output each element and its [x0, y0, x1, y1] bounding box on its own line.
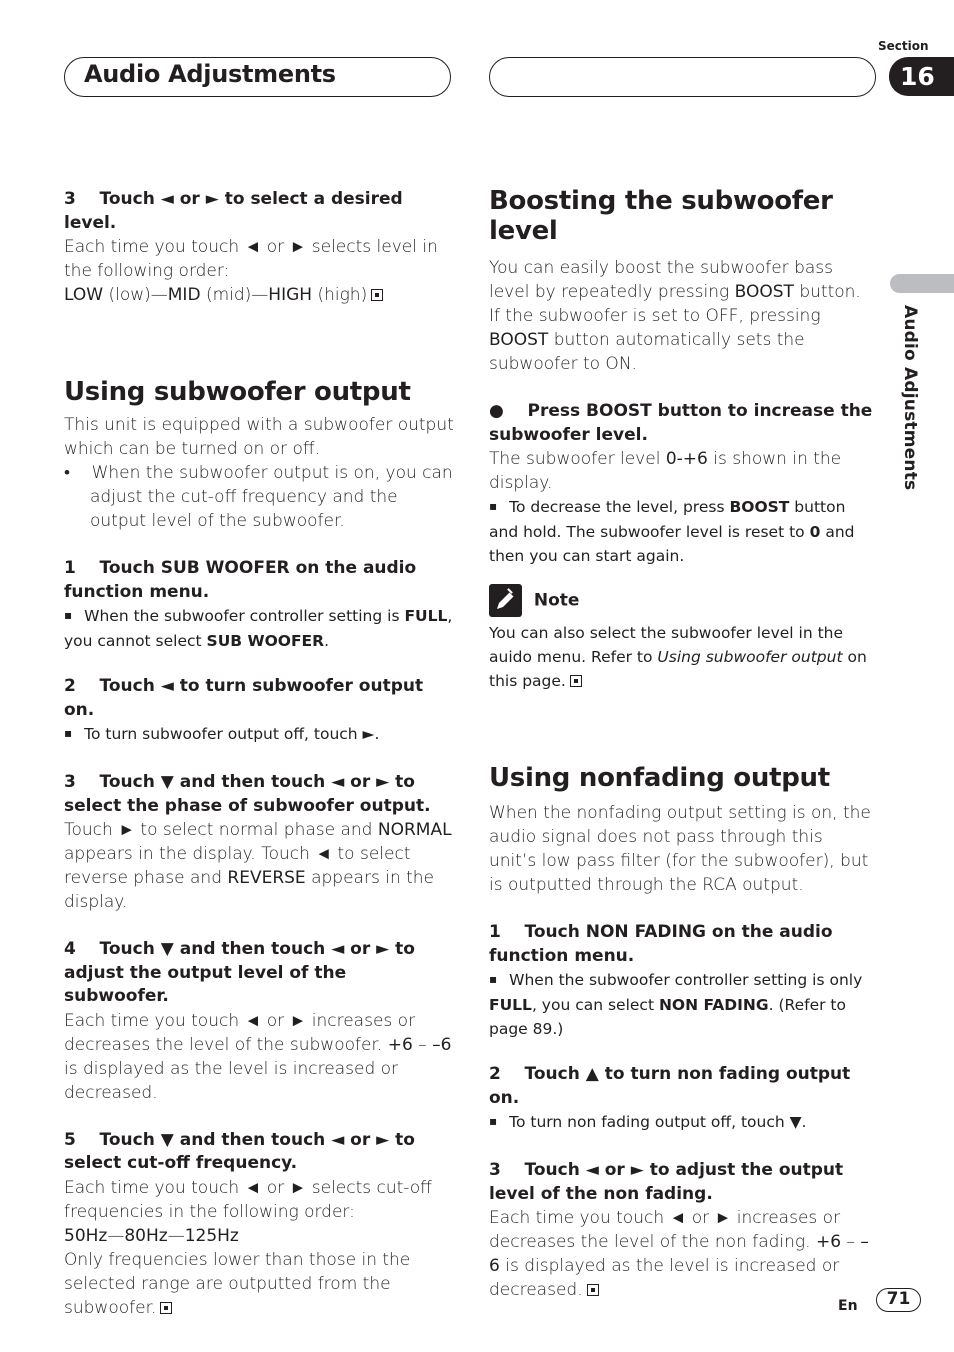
body-text: Each time you touch ◄ or ► selects level in the following order:: [64, 237, 438, 281]
note-item: ▪ When the subwoofer controller setting is only FULL, you can select NON FADING. (Refer to page 89.): [489, 968, 874, 1041]
body-text: Each time you touch ◄ or ► increases or decreases the level of the non fading. +6 – –6 is displayed as the level is increased or decreased.: [489, 1208, 869, 1300]
body-text: The subwoofer level 0-+6 is shown in the display.: [489, 449, 842, 493]
note-header: Note: [489, 584, 874, 617]
step-heading: 3 Touch ▼ and then touch ◄ or ► to select the phase of subwoofer output.: [64, 772, 431, 816]
note-text: You can also select the subwoofer level in the auido menu. Refer to Using subwoofer output on this page.: [489, 624, 867, 690]
step-heading: 3 Touch ◄ or ► to adjust the output level of the non fading.: [489, 1160, 844, 1204]
frequency-order: 50Hz—80Hz—125Hz: [64, 1225, 239, 1246]
bullet-circle-icon: ●: [489, 401, 528, 421]
side-tab-label: Audio Adjustments: [900, 305, 920, 491]
language-label: En: [838, 1298, 858, 1314]
step-heading: 5 Touch ▼ and then touch ◄ or ► to select cut-off frequency.: [64, 1129, 415, 1173]
step-heading: 3 Touch ◄ or ► to select a desired level.: [64, 189, 403, 233]
end-mark-icon: [371, 289, 383, 301]
level-order: LOW (low)—MID (mid)—HIGH (high): [64, 283, 454, 307]
bullet-dot-icon: •: [64, 463, 92, 483]
bullet-item: • When the subwoofer output is on, you can adjust the cut-off frequency and the output level of the subwoofer.: [64, 463, 453, 531]
section-label: Section: [878, 39, 929, 53]
end-mark-icon: [160, 1302, 172, 1314]
subwoofer-heading: Using subwoofer output: [64, 377, 411, 407]
left-column: [64, 188, 454, 1320]
note-item: ▪ To decrease the level, press BOOST button and hold. The subwoofer level is reset to 0 and then you can start again.: [489, 495, 874, 568]
end-mark-icon: [587, 1284, 599, 1296]
note-pencil-icon: [489, 584, 522, 617]
body-text: Only frequencies lower than those in the selected range are outputted from the subwoofer.: [64, 1249, 411, 1318]
body-text: This unit is equipped with a subwoofer output which can be turned on or off.: [64, 415, 454, 459]
step-heading: ● Press BOOST button to increase the subwoofer level.: [489, 401, 873, 445]
page-number: 71: [876, 1288, 921, 1312]
step-heading: 1 Touch SUB WOOFER on the audio function menu.: [64, 558, 417, 602]
step-heading: 1 Touch NON FADING on the audio function menu.: [489, 922, 833, 966]
right-column: [489, 186, 874, 1302]
step-heading: 2 Touch ▲ to turn non fading output on.: [489, 1064, 851, 1108]
end-mark-icon: [570, 675, 582, 687]
body-text: Each time you touch ◄ or ► increases or decreases the level of the subwoofer. +6 – –6 is displayed as the level is increased or decreased.: [64, 1010, 452, 1103]
header-blank-frame: [489, 57, 876, 97]
step-heading: 4 Touch ▼ and then touch ◄ or ► to adjust the output level of the subwoofer.: [64, 939, 415, 1006]
section-title: Audio Adjustments: [84, 60, 336, 88]
note-item: ▪ To turn subwoofer output off, touch ►.: [64, 722, 454, 747]
boost-heading: Boosting the subwoofer level: [489, 186, 833, 246]
body-text: When the nonfading output setting is on, the audio signal does not pass through this unit’s low pass filter (for the subwoofer), but is outputted through the RCA output.: [489, 803, 871, 895]
body-text: Each time you touch ◄ or ► selects cut-off frequencies in the following order:: [64, 1177, 432, 1222]
body-text: You can easily boost the subwoofer bass level by repeatedly pressing BOOST button. If the subwoofer is set to OFF, pressing BOOST button automatically sets the subwoofer to ON.: [489, 258, 861, 374]
section-number: 16: [889, 57, 954, 96]
side-tab-marker: [890, 274, 954, 293]
note-item: ▪ When the subwoofer controller setting is FULL, you cannot select SUB WOOFER.: [64, 604, 454, 653]
nonfading-heading: Using nonfading output: [489, 763, 830, 793]
note-item: ▪ To turn non fading output off, touch ▼.: [489, 1110, 874, 1135]
step-heading: 2 Touch ◄ to turn subwoofer output on.: [64, 676, 424, 720]
body-text: Touch ► to select normal phase and NORMAL appears in the display. Touch ◄ to select reverse phase and REVERSE appears in the display.: [64, 820, 452, 912]
